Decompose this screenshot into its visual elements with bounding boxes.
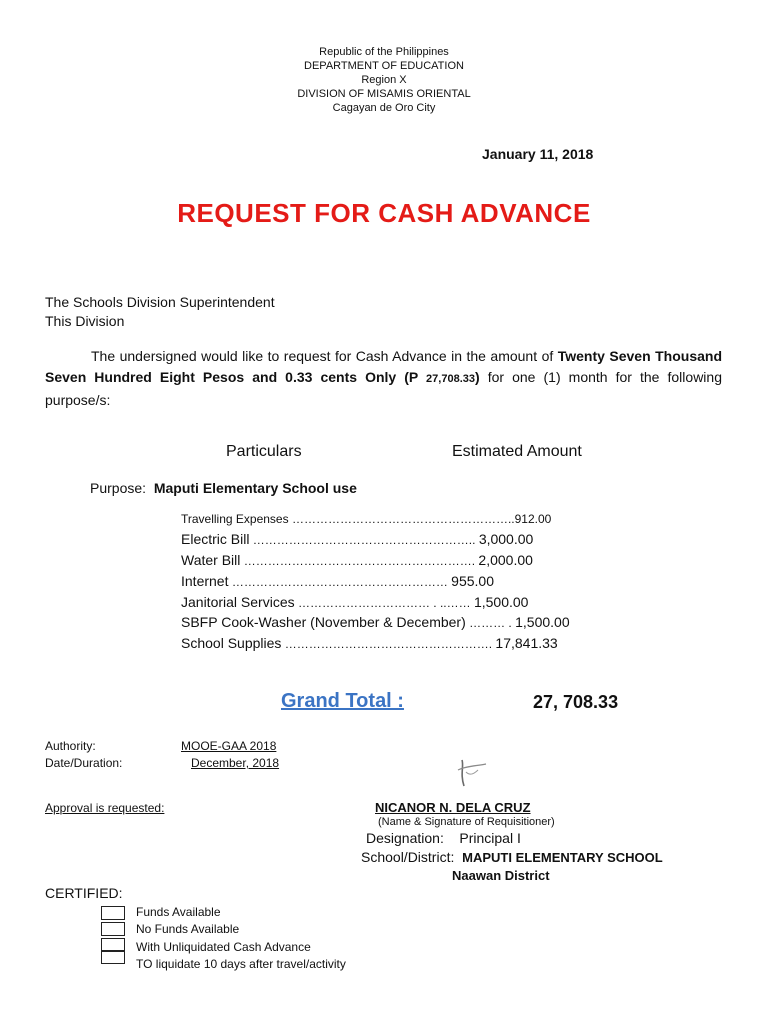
item-name: Internet bbox=[181, 573, 229, 589]
purpose-value: Maputi Elementary School use bbox=[153, 480, 357, 496]
item-name: Water Bill bbox=[181, 552, 241, 568]
designation-label: Designation: bbox=[366, 830, 444, 846]
header-region: Region X bbox=[361, 74, 407, 86]
duration-value: December, 2018 bbox=[191, 756, 280, 770]
item-dots: ……………………………………………….. bbox=[288, 512, 515, 526]
item-amount: 955.00 bbox=[451, 573, 494, 589]
item-dots: ……………………………………………… bbox=[228, 575, 452, 589]
option-funds-available: Funds Available bbox=[136, 905, 221, 919]
amount-number: 27,708.33 bbox=[426, 373, 475, 385]
school-line bbox=[361, 849, 663, 865]
request-rest: for one (1) month for the following purpose/s: bbox=[45, 369, 722, 408]
item-name: Electric Bill bbox=[181, 531, 250, 547]
checkbox-no-funds[interactable] bbox=[101, 922, 125, 936]
purpose-label: Purpose: bbox=[90, 480, 147, 496]
item-amount: 2,000.00 bbox=[478, 552, 533, 568]
item-dots: ……………………………………………. bbox=[281, 637, 496, 651]
amount-in-words: Twenty Seven Thousand Seven Hundred Eight Pesos and 0.33 cents Only (P bbox=[45, 348, 722, 385]
certified-label: CERTIFIED: bbox=[45, 885, 123, 901]
checkbox-funds-available[interactable] bbox=[101, 906, 125, 920]
item-school-supplies bbox=[181, 635, 558, 651]
request-paragraph bbox=[45, 346, 722, 411]
option-liquidate: TO liquidate 10 days after travel/activity bbox=[136, 957, 346, 971]
item-sbfp bbox=[181, 614, 570, 630]
requisitioner-caption: (Name & Signature of Requisitioner) bbox=[378, 816, 555, 828]
authority-value: MOOE-GAA 2018 bbox=[181, 739, 277, 753]
item-travelling bbox=[181, 512, 551, 526]
item-amount: 1,500.00 bbox=[515, 614, 570, 630]
grand-total-label: Grand Total : bbox=[281, 690, 404, 712]
item-dots: …………………………………………………. bbox=[240, 554, 479, 568]
purpose-line bbox=[90, 480, 357, 496]
school-label: School/District: bbox=[361, 849, 455, 865]
item-amount: 1,500.00 bbox=[473, 594, 529, 610]
designation-value: Principal I bbox=[459, 830, 521, 846]
amount-close-paren: ) bbox=[474, 369, 480, 385]
authority-label: Authority: bbox=[45, 739, 96, 753]
document-date: January 11, 2018 bbox=[482, 146, 594, 162]
document-title: REQUEST FOR CASH ADVANCE bbox=[177, 198, 591, 228]
item-amount: 912.00 bbox=[514, 512, 552, 526]
grand-total-value: 27, 708.33 bbox=[533, 692, 619, 712]
item-amount: 3,000.00 bbox=[478, 531, 534, 547]
approval-requested: Approval is requested: bbox=[45, 801, 165, 815]
item-dots: …………………………… . ..…… bbox=[294, 596, 474, 610]
duration-label: Date/Duration: bbox=[45, 756, 123, 770]
header-department: DEPARTMENT OF EDUCATION bbox=[304, 60, 464, 72]
item-name: SBFP Cook-Washer (November & December) bbox=[181, 614, 466, 630]
item-dots: ……………………………………………….. bbox=[249, 533, 479, 547]
designation-line bbox=[366, 830, 521, 846]
item-dots: ……… . bbox=[465, 616, 516, 630]
addressee-division: This Division bbox=[45, 313, 125, 329]
option-no-funds: No Funds Available bbox=[136, 922, 240, 936]
header-republic: Republic of the Philippines bbox=[319, 46, 449, 58]
header-city: Cagayan de Oro City bbox=[332, 102, 436, 114]
item-name: Travelling Expenses bbox=[181, 512, 289, 526]
item-name: Janitorial Services bbox=[181, 594, 295, 610]
item-water bbox=[181, 552, 533, 568]
checkbox-liquidate[interactable] bbox=[101, 950, 125, 964]
addressee-title: The Schools Division Superintendent bbox=[45, 294, 275, 310]
item-amount: 17,841.33 bbox=[495, 635, 558, 651]
item-internet bbox=[181, 573, 494, 589]
item-name: School Supplies bbox=[181, 635, 282, 651]
column-particulars: Particulars bbox=[226, 443, 302, 460]
header-division: DIVISION OF MISAMIS ORIENTAL bbox=[297, 88, 471, 100]
column-estimated-amount: Estimated Amount bbox=[452, 443, 582, 460]
request-intro: The undersigned would like to request for Cash Advance in the amount of bbox=[91, 348, 558, 364]
signature-mark bbox=[452, 756, 492, 795]
school-value: MAPUTI ELEMENTARY SCHOOL bbox=[462, 850, 663, 865]
option-unliquidated: With Unliquidated Cash Advance bbox=[136, 940, 311, 954]
item-electric bbox=[181, 531, 533, 547]
district-value: Naawan District bbox=[452, 868, 550, 883]
item-janitorial bbox=[181, 594, 528, 610]
requisitioner-name: NICANOR N. DELA CRUZ bbox=[375, 800, 531, 815]
